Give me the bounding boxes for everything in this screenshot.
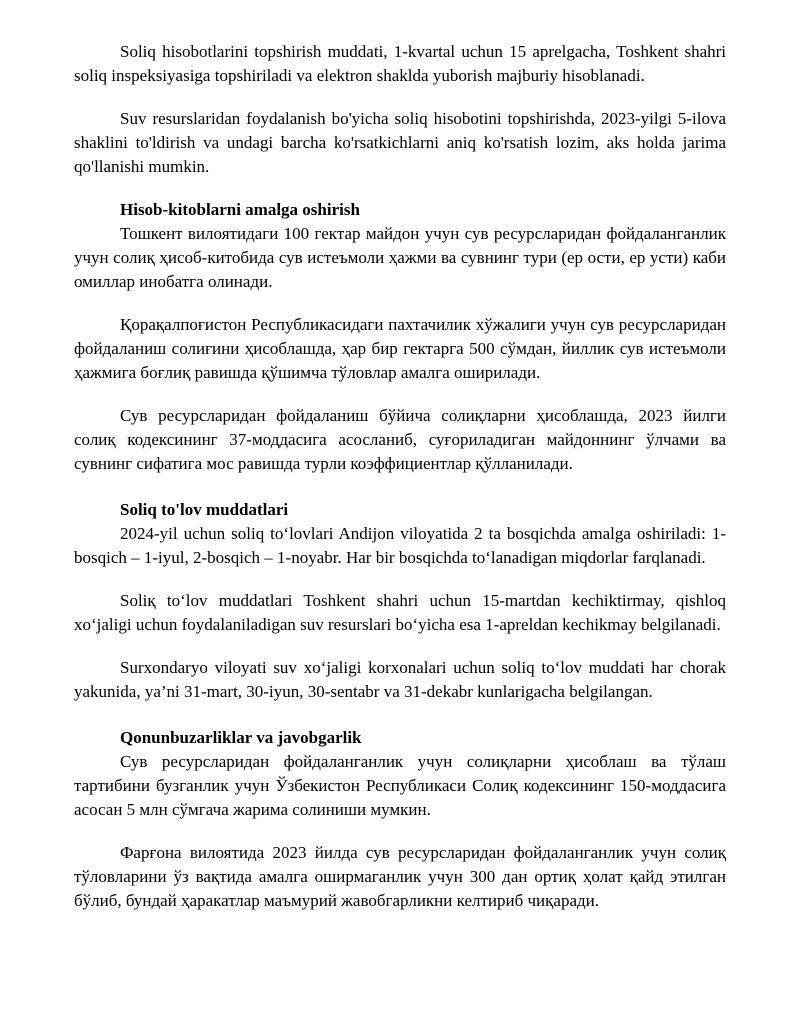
paragraph-water-report-form: Suv resurslaridan foydalanish bo'yicha soliq hisobotini topshirishda, 2023-yilgi 5-ilova shaklini to'ldirish va undagi barcha ko'rsatkichlarni aniq ko'rsatish lozim, aks holda jarima qo'llanishi mumkin. [74,109,726,176]
section-heading-violations: Qonunbuzarliklar va javobgarlik [120,728,362,747]
paragraph-report-deadline: Soliq hisobotlarini topshirish muddati, 1-kvartal uchun 15 aprelgacha, Toshkent shahri soliq inspeksiyasiga topshiriladi va elektron shaklda yuborish majburiy hisoblanadi. [74,42,726,85]
document-page [74,40,726,913]
section-heading-calculations: Hisob-kitoblarni amalga oshirish [120,200,360,219]
section-heading-payment-deadlines: Soliq to'lov muddatlari [120,500,289,519]
paragraph-fines: Сув ресурсларидан фойдаланганлик учун солиқларни ҳисоблаш ва тўлаш тартибини бузганлик учун Ўзбекистон Республикаси Солиқ кодексининг 150-моддасига асосан 5 млн сўмгача жарима солиниши мумкин. [74,752,726,819]
paragraph-surkhandarya-quarterly: Surxondaryo viloyati suv xo‘jaligi korxonalari uchun soliq to‘lov muddati har chorak yakunida, ya’ni 31-mart, 30-iyun, 30-sentabr va 31-dekabr kunlarigacha belgilangan. [74,658,726,701]
paragraph-tashkent-region: Тошкент вилоятидаги 100 гектар майдон учун сув ресурсларидан фойдаланганлик учун солиқ ҳисоб-китобида сув истеъмоли ҳажми ва сувнинг тури (ер ости, ер усти) каби омиллар инобатга олинади. [74,224,726,291]
paragraph-karakalpakstan: Қорақалпоғистон Республикасидаги пахтачилик хўжалиги учун сув ресурсларидан фойдаланиш солиғини ҳисоблашда, ҳар бир гектарга 500 сўмдан, йиллик сув истеъмоли ҳажмига боғлиқ равишда қўшимча тўловлар амалга оширилади. [74,315,726,382]
paragraph-tax-code-coefficients: Сув ресурсларидан фойдаланиш бўйича солиқларни ҳисоблашда, 2023 йилги солиқ кодексининг 37-моддасига асосланиб, суғориладиган майдоннинг ўлчами ва сувнинг сифатига мос равишда турли коэффициентлар қўлланилади. [74,406,726,473]
paragraph-andijan-stages: 2024-yil uchun soliq to‘lovlari Andijon viloyatida 2 ta bosqichda amalga oshiriladi: 1-bosqich – 1-iyul, 2-bosqich – 1-noyabr. Har bir bosqichda to‘lanadigan miqdorlar farqlanadi. [74,524,726,567]
paragraph-fergana-cases: Фарғона вилоятида 2023 йилда сув ресурсларидан фойдаланганлик учун солиқ тўловларини ўз вақтида амалга оширмаганлик учун 300 дан ортиқ ҳолат қайд этилган бўлиб, бундай ҳаракатлар маъмурий жавобгарликни келтириб чиқаради. [74,843,726,910]
paragraph-tashkent-deadlines: Soliқ to‘lov muddatlari Toshkent shahri uchun 15-martdan kechiktirmay, qishloq xo‘jaligi uchun foydalaniladigan suv resurslari bo‘yicha esa 1-apreldan kechikmay belgilanadi. [74,591,726,634]
